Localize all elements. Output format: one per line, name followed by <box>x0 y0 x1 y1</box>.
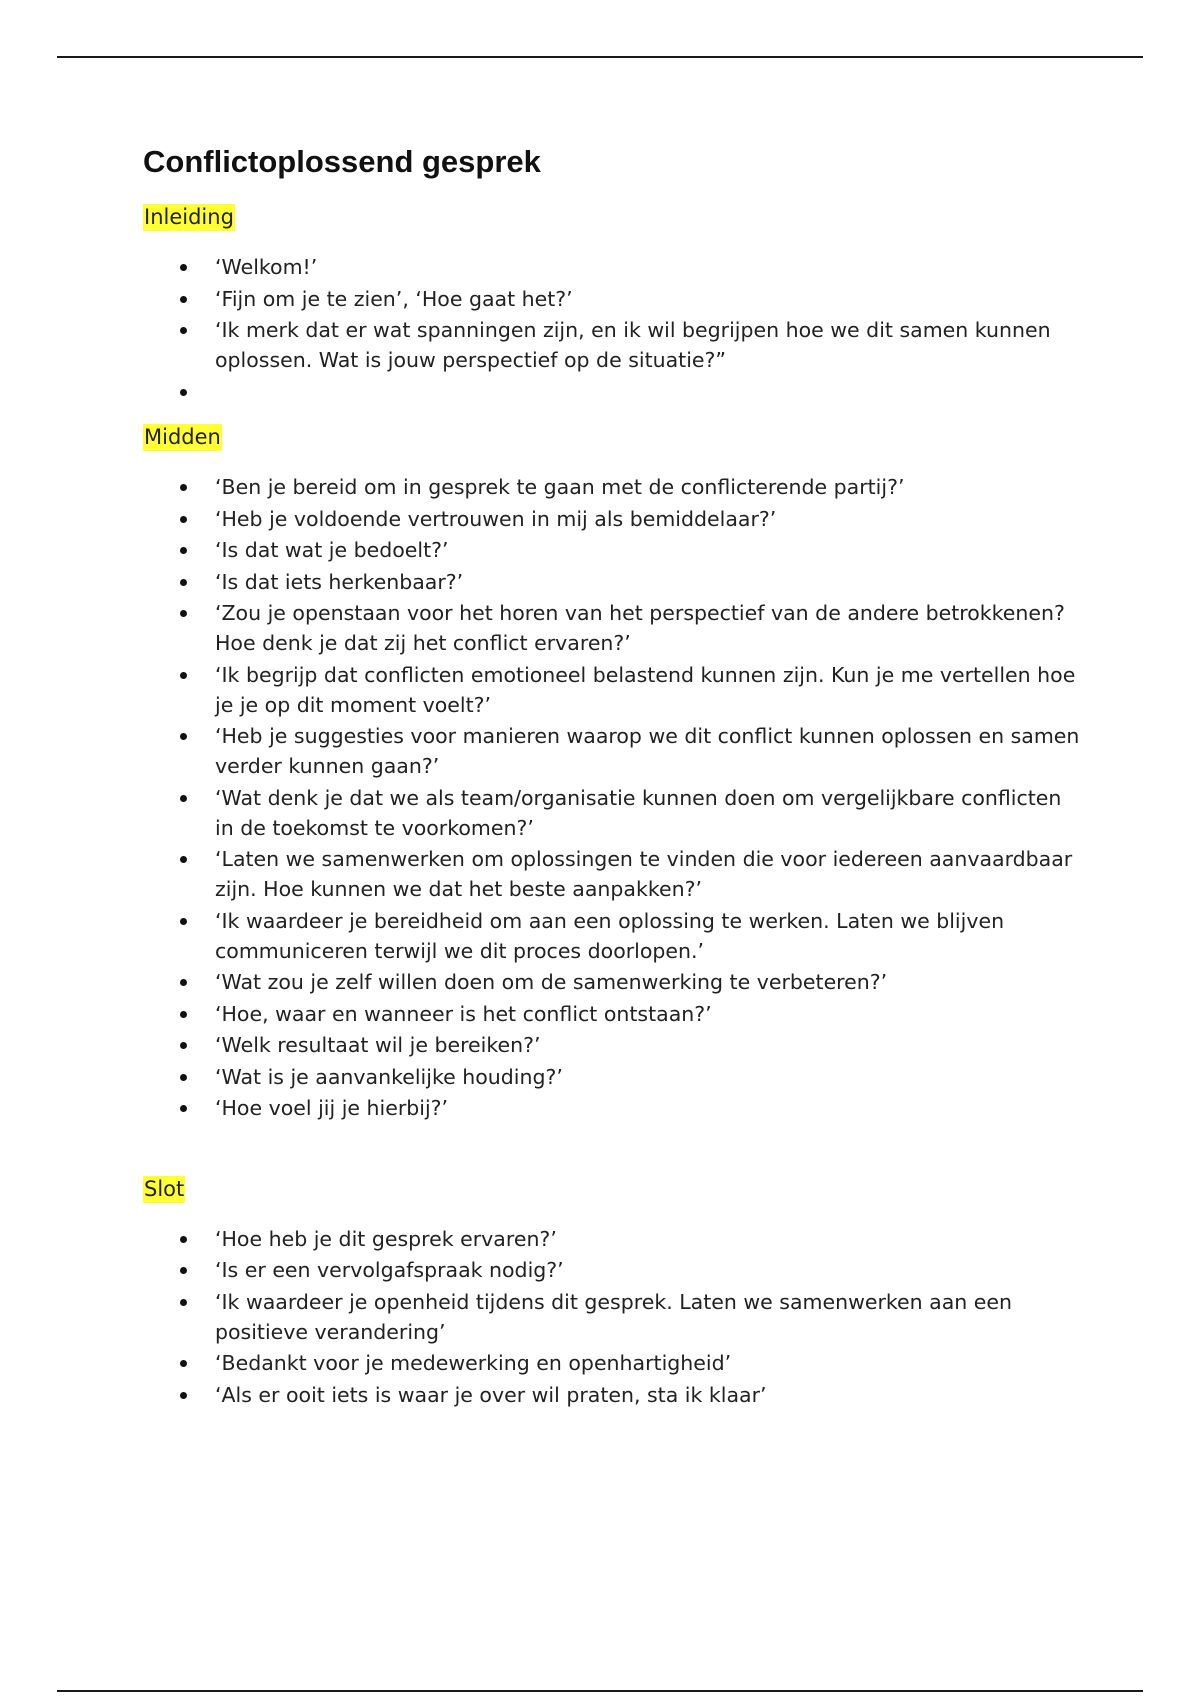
list-item <box>143 252 1083 282</box>
bullet-icon <box>180 1360 187 1367</box>
list-item <box>143 1093 1083 1123</box>
bullet-icon <box>180 1042 187 1049</box>
bullet-icon <box>180 1074 187 1081</box>
bullet-icon <box>180 579 187 586</box>
list-item <box>143 1030 1083 1060</box>
list-item-text: ‘Is er een vervolgafspraak nodig?’ <box>215 1258 564 1282</box>
list-item <box>143 967 1083 997</box>
list-item-text: ‘Welk resultaat wil je bereiken?’ <box>215 1033 541 1057</box>
list-inleiding <box>143 252 1083 415</box>
list-item-text: ‘Hoe voel jij je hierbij?’ <box>215 1096 449 1120</box>
list-item-text: ‘Hoe heb je dit gesprek ervaren?’ <box>215 1226 557 1251</box>
list-item <box>143 567 1083 597</box>
bullet-icon <box>180 1299 187 1306</box>
list-item <box>143 721 1083 781</box>
list-item-text: ‘Wat zou je zelf willen doen om de samenwerking te verbeteren?’ <box>215 970 888 994</box>
bullet-icon <box>180 327 187 334</box>
list-item-text: ‘Laten we samenwerken om oplossingen te vinden die voor iedereen aanvaardbaar zijn. Hoe kunnen we dat het beste aanpakken?’ <box>215 847 1073 901</box>
list-item-text: ‘Heb je suggesties voor manieren waarop we dit conflict kunnen oplossen en samen verder kunnen gaan?’ <box>215 724 1080 778</box>
list-item <box>143 1062 1083 1092</box>
bullet-icon <box>180 672 187 679</box>
top-rule <box>57 56 1143 58</box>
list-item-text: ‘Is dat iets herkenbaar?’ <box>215 569 464 594</box>
list-item <box>143 1224 1083 1254</box>
list-item <box>143 1380 1083 1410</box>
list-item <box>143 535 1083 565</box>
bullet-icon <box>180 610 187 617</box>
bullet-icon <box>180 1392 187 1399</box>
list-item <box>143 377 1083 415</box>
section-heading-midden: Midden <box>144 425 221 449</box>
document-title: Conflictoplossend gesprek <box>143 144 541 179</box>
list-item-text: ‘Ik waardeer je openheid tijdens dit gesprek. Laten we samenwerken aan een positieve verandering’ <box>215 1289 1012 1344</box>
list-item-text: ‘Wat denk je dat we als team/organisatie kunnen doen om vergelijkbare conflicten in de toekomst te voorkomen?’ <box>215 785 1062 840</box>
list-item-text: ‘Bedankt voor je medewerking en openhartigheid’ <box>215 1351 732 1375</box>
document-body <box>143 140 1083 1411</box>
list-item-text: ‘Zou je openstaan voor het horen van het perspectief van de andere betrokkenen? Hoe denk je dat zij het conflict ervaren?’ <box>215 601 1065 655</box>
bullet-icon <box>180 795 187 802</box>
list-slot <box>143 1224 1083 1410</box>
list-item <box>143 504 1083 534</box>
list-item <box>143 315 1083 375</box>
list-item <box>143 598 1083 658</box>
bullet-icon <box>180 733 187 740</box>
list-item-text: ‘Is dat wat je bedoelt?’ <box>215 538 449 562</box>
list-item-text: ‘Wat is je aanvankelijke houding?’ <box>215 1064 563 1089</box>
list-item <box>143 844 1083 904</box>
list-item <box>143 472 1083 502</box>
bullet-icon <box>180 516 187 523</box>
list-item <box>143 1255 1083 1285</box>
list-item-text: ‘Welkom!’ <box>215 255 318 279</box>
bullet-icon <box>180 389 187 396</box>
bullet-icon <box>180 1105 187 1112</box>
bullet-icon <box>180 484 187 491</box>
section-heading-inleiding: Inleiding <box>144 205 234 229</box>
list-item-text: ‘Ik begrijp dat conflicten emotioneel belastend kunnen zijn. Kun je me vertellen hoe je je op dit moment voelt?’ <box>215 662 1076 717</box>
bullet-icon <box>180 856 187 863</box>
section-heading-slot: Slot <box>144 1176 185 1201</box>
list-midden <box>143 472 1083 1123</box>
list-item-text: ‘Ik waardeer je bereidheid om aan een oplossing te werken. Laten we blijven communiceren terwijl we dit proces doorlopen.’ <box>215 908 1005 963</box>
list-item <box>143 783 1083 843</box>
list-item <box>143 999 1083 1029</box>
list-item-text: ‘Fijn om je te zien’, ‘Hoe gaat het?’ <box>215 286 573 311</box>
bullet-icon <box>180 1011 187 1018</box>
bullet-icon <box>180 1267 187 1274</box>
list-item <box>143 906 1083 966</box>
list-item-text: ‘Ben je bereid om in gesprek te gaan met de conflicterende partij?’ <box>215 475 905 499</box>
list-item <box>143 1348 1083 1378</box>
bullet-icon <box>180 296 187 303</box>
bullet-icon <box>180 979 187 986</box>
bullet-icon <box>180 264 187 271</box>
list-item-text: ‘Hoe, waar en wanneer is het conflict ontstaan?’ <box>215 1001 712 1026</box>
list-item <box>143 660 1083 720</box>
list-item-text: ‘Als er ooit iets is waar je over wil praten, sta ik klaar’ <box>215 1382 767 1407</box>
list-item-text: ‘Heb je voldoende vertrouwen in mij als bemiddelaar?’ <box>215 506 777 531</box>
bullet-icon <box>180 547 187 554</box>
list-item <box>143 284 1083 314</box>
list-item <box>143 1287 1083 1347</box>
bullet-icon <box>180 918 187 925</box>
list-item-text: ‘Ik merk dat er wat spanningen zijn, en ik wil begrijpen hoe we dit samen kunnen oplossen. Wat is jouw perspectief op de situatie?” <box>215 318 1051 372</box>
bottom-rule <box>57 1690 1143 1692</box>
bullet-icon <box>180 1236 187 1243</box>
